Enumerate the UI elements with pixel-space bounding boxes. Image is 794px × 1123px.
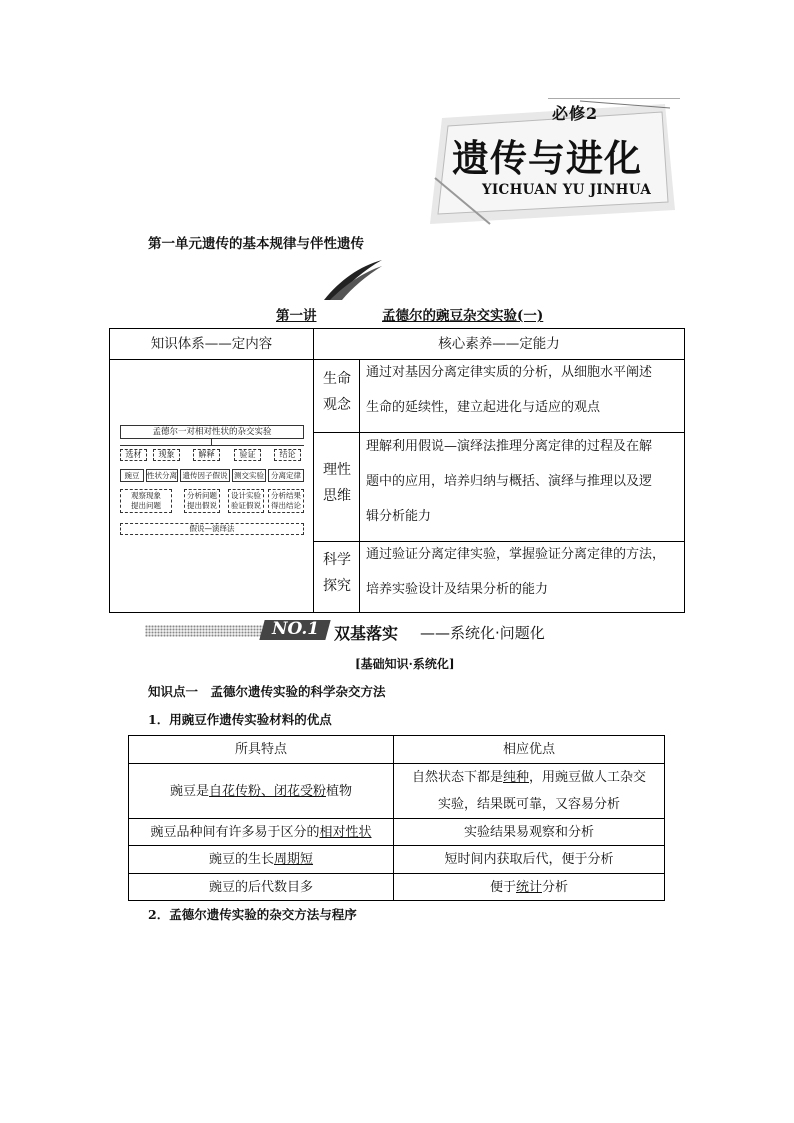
lecture-number: 第一讲 [276,308,317,324]
flow-method: 假说—演绎法 [120,523,304,535]
table-header: 相应优点 [502,742,555,757]
flow-process: 观察现象 提出问题 [120,489,172,513]
volume-label: 必修2 [552,104,599,123]
literacy-label: 生命 观念 [323,371,351,413]
section-title: 双基落实 [334,624,399,643]
flow-step: 现象 [153,449,180,461]
flow-item: 性状分离 [147,471,177,480]
section-subtitle: ——系统化·问题化 [420,624,545,642]
literacy-description: 理解利用假说—演绎法推理分离定律的过程及在解 题中的应用，培养归纳与概括、演绎与推理以及逻 辑分析能力 [366,439,653,524]
subheading-advantages: 1．用豌豆作遗传实验材料的优点 [148,712,332,727]
pea-advantages-table [128,735,665,901]
flowchart-title: 孟德尔一对相对性状的杂交实验 [120,425,304,439]
flow-item: 豌豆 [120,469,144,482]
overview-right-header: 核心素养——定能力 [314,329,684,360]
flow-item: 分离定律 [268,469,304,482]
flow-item: 测交实验 [234,471,264,480]
lecture-title: 孟德尔的豌豆杂交实验(一) [382,308,544,324]
book-title: 遗传与进化 [452,137,642,180]
literacy-description: 通过对基因分离定律实质的分析，从细胞水平阐述 生命的延续性，建立起进化与适应的观点 [366,365,653,415]
flow-item: 遗传因子假说 [180,469,230,482]
table-header: 所具特点 [234,742,287,757]
table-cell: 便于 统计 分析 [489,879,569,895]
flow-step: 结论 [274,449,301,461]
unit-title: 第一单元遗传的基本规律与伴性遗传 [148,236,364,252]
table-cell: 豌豆是 自花传粉、闭花受粉 植物 [169,783,353,799]
literacy-label: 理性 思维 [323,462,351,504]
subheading-procedure: 2．孟德尔遗传实验的杂交方法与程序 [148,907,357,922]
section-number: NO.1 [272,619,320,639]
basic-knowledge-label: [基础知识·系统化] [355,657,455,671]
table-cell: 豌豆的生长 周期短 [208,852,314,867]
flow-step: 验证 [234,449,261,461]
overview-table [109,328,685,613]
literacy-label: 科学 探究 [323,552,351,594]
flow-step: 选材 [120,449,147,461]
banner-dots [145,625,263,637]
flow-process: 设计实验 验证假说 [228,489,264,513]
flow-step: 解释 [193,449,220,461]
table-cell: 短时间内获取后代，便于分析 [444,852,614,867]
table-cell: 豌豆的后代数目多 [208,879,313,895]
overview-left-header: 知识体系——定内容 [110,329,313,360]
knowledge-point-title: 知识点一 孟德尔遗传实验的科学杂交方法 [148,684,386,699]
literacy-description: 通过验证分离定律实验，掌握验证分离定律的方法， 培养实验设计及结果分析的能力 [366,547,666,597]
table-cell: 实验结果易观察和分析 [463,824,594,840]
table-cell: 自然状态下都是纯种，用豌豆做人工杂交 实验，结果既可靠，又容易分析 [411,770,647,812]
table-cell: 豌豆品种间有许多易于区分的 相对性状 [150,824,372,840]
swoosh-decoration [322,258,384,302]
book-title-pinyin: YICHUAN YU JINHUA [482,182,652,198]
flow-process: 分析问题 提出假说 [184,489,220,513]
flow-process: 分析结果 得出结论 [268,489,304,513]
